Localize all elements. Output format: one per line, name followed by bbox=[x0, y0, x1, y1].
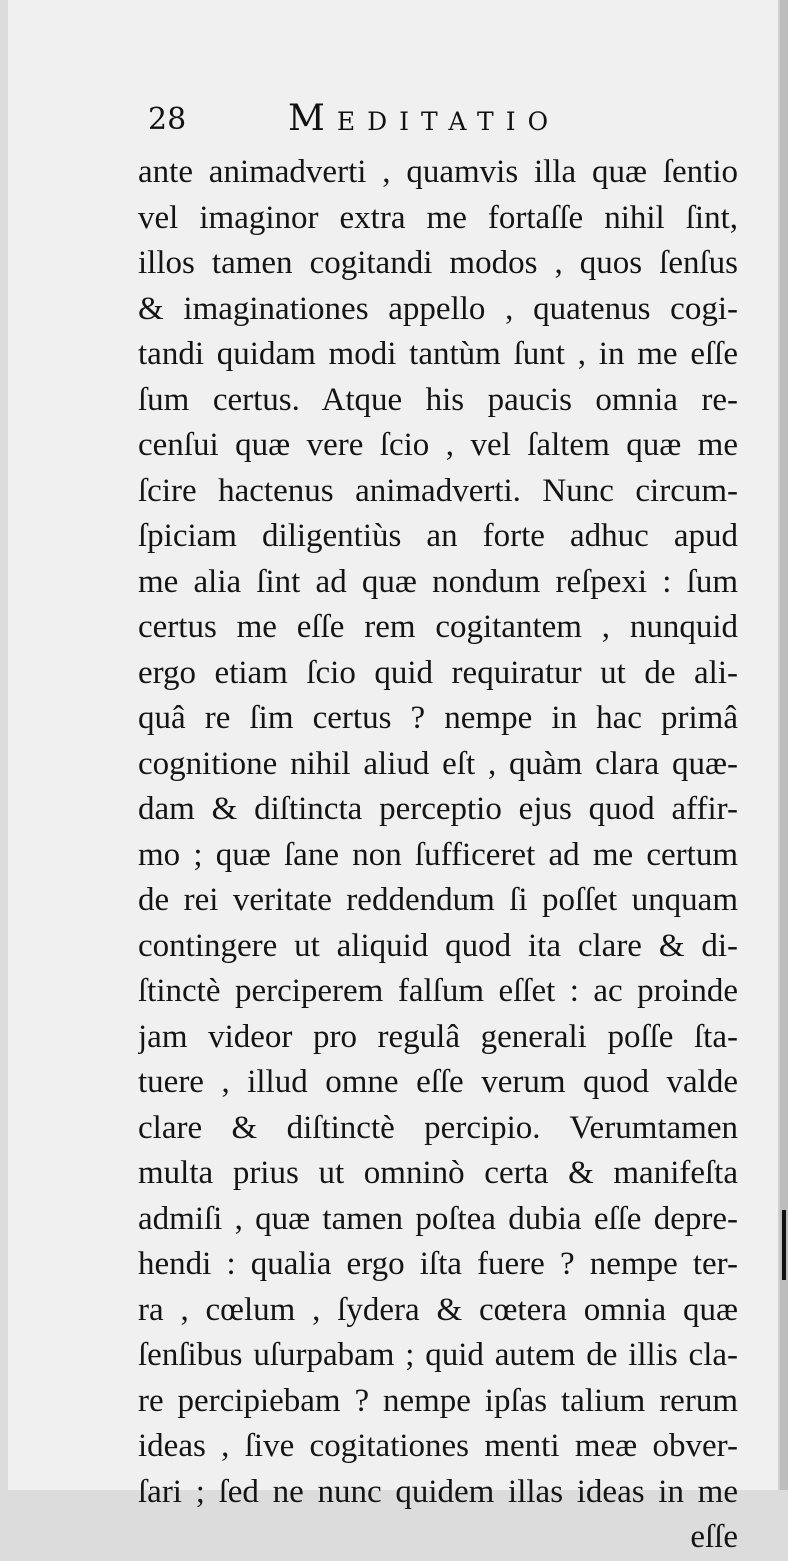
text-line-1: ante animadverti , quamvis illa quæ ſentio bbox=[138, 154, 738, 190]
text-line-27: ſenſibus uſurpabam ; quid autem de illis cla- bbox=[138, 1337, 738, 1373]
body-text bbox=[138, 150, 738, 1561]
running-head bbox=[138, 98, 738, 144]
text-line-9: ſpiciam diligentiùs an forte adhuc apud bbox=[138, 518, 738, 554]
text-line-26: ra , cœlum , ſydera & cœtera omnia quæ bbox=[138, 1291, 738, 1328]
text-line-2: vel imaginor extra me fortaſſe nihil ſint, bbox=[138, 199, 738, 236]
text-line-3: illos tamen cogitandi modos , quos ſenſus bbox=[138, 245, 738, 281]
page-number: 28 bbox=[148, 102, 187, 137]
text-line-23: multa prius ut omninò certa & manifeſta bbox=[138, 1155, 738, 1191]
text-line-4: & imaginationes appello , quatenus cogi- bbox=[138, 290, 738, 327]
catchword: eſſe bbox=[690, 1519, 738, 1555]
text-line-25: hendi : qualia ergo iſta fuere ? nempe ter- bbox=[138, 1246, 738, 1282]
text-line-18: contingere ut aliquid quod ita clare & di- bbox=[138, 927, 738, 964]
text-line-21: tuere , illud omne eſſe verum quod valde bbox=[138, 1064, 738, 1100]
text-line-7: cenſui quæ vere ſcio , vel ſaltem quæ me bbox=[138, 427, 738, 463]
text-line-15: dam & diſtincta perceptio ejus quod affir- bbox=[138, 791, 738, 827]
text-line-13: quâ re ſim certus ? nempe in hac primâ bbox=[138, 700, 738, 736]
running-title: Meditatio bbox=[288, 98, 561, 139]
text-line-14: cognitione nihil aliud eſt , quàm clara quæ- bbox=[138, 745, 738, 782]
text-line-5: tandi quidam modi tantùm ſunt , in me eſſe bbox=[138, 336, 738, 372]
text-line-6: ſum certus. Atque his paucis omnia re- bbox=[138, 381, 738, 418]
text-line-16: mo ; quæ ſane non ſufficeret ad me certum bbox=[138, 836, 738, 873]
text-line-28: re percipiebam ? nempe ipſas talium rerum bbox=[138, 1382, 738, 1419]
text-line-24: admiſi , quæ tamen poſtea dubia eſſe depre- bbox=[138, 1200, 738, 1237]
text-line-8: ſcire hactenus animadverti. Nunc circum- bbox=[138, 472, 738, 509]
text-line-30: ſari ; ſed ne nunc quidem illas ideas in me bbox=[138, 1473, 738, 1510]
margin-mark bbox=[782, 1210, 786, 1280]
text-line-10: me alia ſint ad quæ nondum reſpexi : ſum bbox=[138, 563, 738, 600]
text-line-20: jam videor pro regulâ generali poſſe ſta- bbox=[138, 1018, 738, 1055]
text-line-22: clare & diſtinctè percipio. Verumtamen bbox=[138, 1109, 738, 1146]
text-line-17: de rei veritate reddendum ſi poſſet unquam bbox=[138, 882, 738, 918]
book-page bbox=[8, 0, 780, 1555]
text-line-29: ideas , ſive cogitationes menti meæ obver- bbox=[138, 1428, 738, 1464]
text-line-12: ergo etiam ſcio quid requiratur ut de ali- bbox=[138, 654, 738, 691]
text-line-11: certus me eſſe rem cogitantem , nunquid bbox=[138, 609, 738, 645]
text-line-19: ſtinctè perciperem falſum eſſet : ac proinde bbox=[138, 973, 738, 1009]
